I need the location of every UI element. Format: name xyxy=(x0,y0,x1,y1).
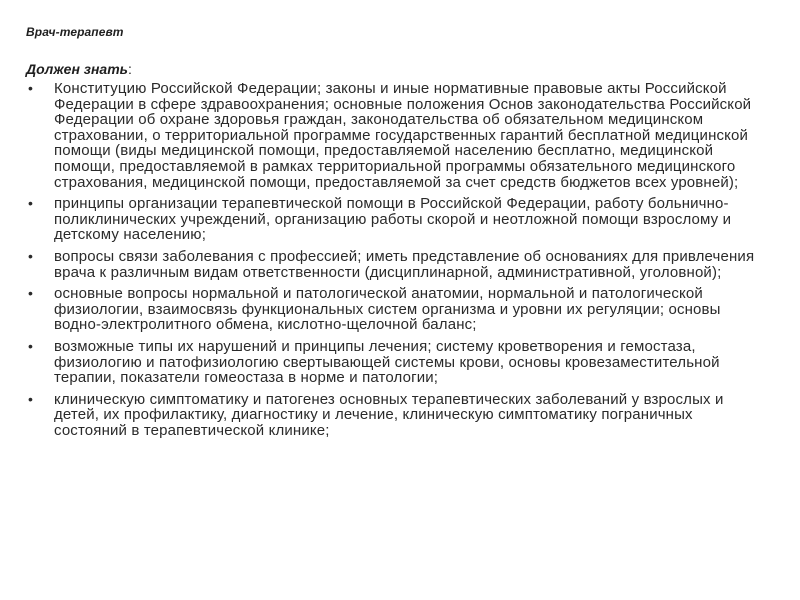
bullet-icon: • xyxy=(28,195,34,212)
bullet-icon: • xyxy=(28,80,34,96)
list-item-text: вопросы связи заболевания с профессией; иметь представление об основаниях для привлечения врача к различным видам ответственности (дисциплинарной, административной, уголовной); xyxy=(54,247,755,281)
list-item xyxy=(26,286,766,333)
bullet-icon: • xyxy=(28,337,34,354)
bullet-icon: • xyxy=(28,390,34,407)
list-item xyxy=(26,249,766,280)
document-title: Врач-терапевт xyxy=(26,25,124,39)
list-item-text: основные вопросы нормальной и патологической анатомии, нормальной и патологической физиологии, взаимосвязь функциональных систем организма и уровни их регуляции; основы водно-электролитного обмена, кислотно-щелочной баланс; xyxy=(54,285,721,334)
list-item xyxy=(26,196,766,243)
section-heading-label: Должен знать xyxy=(26,61,128,77)
list-item-text: принципы организации терапевтической помощи в Российской Федерации, работу больнично-поликлинических учреждений, организацию работы скорой и неотложной помощи взрослому и детскому населению; xyxy=(54,195,732,244)
list-item xyxy=(26,392,766,439)
list-item-text: Конституцию Российской Федерации; законы и иные нормативные правовые акты Российской Федерации в сфере здравоохранения; основные положения Основ законодательства Российской Федерации об охране здоровья граждан, законодательства об обязательном медицинском страховании, о территориальной программе государственных гарантий бесплатной медицинской помощи (виды медицинской помощи, предоставляемой населению бесплатно, медицинской помощи, предоставляемой в рамках территориальной программы обязательного медицинского страхования, медицинской помощи, предоставляемой за счет средств бюджетов всех уровней); xyxy=(54,80,752,191)
section-heading-colon: : xyxy=(127,61,132,77)
list-item-text: клиническую симптоматику и патогенез основных терапевтических заболеваний у взрослых и детей, их профилактику, диагностику и лечение, клиническую симптоматику пограничных состояний в терапевтической клинике; xyxy=(54,390,724,439)
list-item xyxy=(26,81,766,190)
list-item xyxy=(26,339,766,386)
bullet-icon: • xyxy=(28,285,34,302)
bullet-icon: • xyxy=(28,247,34,264)
requirements-list xyxy=(26,81,766,444)
list-item-text: возможные типы их нарушений и принципы лечения; систему кроветворения и гемостаза, физиологию и патофизиологию свертывающей системы крови, основы кровезаместительной терапии, показатели гомеостаза в норме и патологии; xyxy=(54,337,720,387)
section-heading xyxy=(26,61,132,77)
